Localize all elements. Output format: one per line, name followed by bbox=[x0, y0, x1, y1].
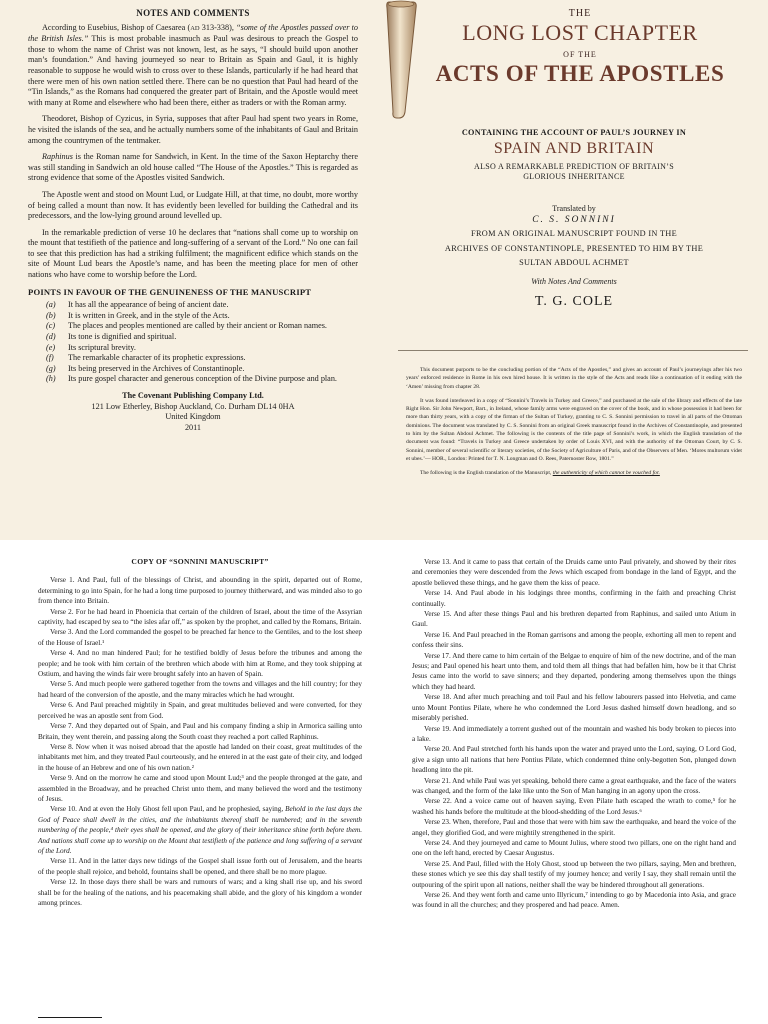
introduction bbox=[406, 366, 742, 484]
verse bbox=[38, 804, 362, 856]
book-title bbox=[420, 8, 740, 87]
point-text: It is written in Greek, and in the style of the Acts. bbox=[68, 310, 230, 320]
verse: Verse 16. And Paul preached in the Roman garrisons and among the people, exhorting all men to repent and confess their sins. bbox=[412, 630, 736, 650]
intro-paragraph bbox=[406, 469, 742, 477]
verse: Verse 24. And they journeyed and came to Mount Julius, where stood two pillars, one on the right hand and one on the left hand, erected by Caesar Augustus. bbox=[412, 838, 736, 858]
notes-paragraph: In the remarkable prediction of verse 10 he declares that “nations shall come up to worship on the mount that testifieth of the patience and long-suffering of a servant of the Lord.” No one can fail to see that this prediction has had a striking fulfilment; the magnificent edifice which stands on the site of Mount Lud bears the Apostle’s name, and has been the meeting place for men of other nations who have come to worship before the Lord. bbox=[28, 227, 358, 280]
point-letter: (c) bbox=[46, 321, 56, 331]
publication-year: 2011 bbox=[184, 422, 202, 432]
verse: Verse 8. Now when it was noised abroad that the apostle had landed on their coast, great multitudes of the inhabitants met him, and they treated Paul courteously, and he entered in at the east gate of their city, and lodged in the house of an Hebrew and one of his own nation.² bbox=[38, 742, 362, 772]
source-line: SULTAN ABDOUL ACHMET bbox=[519, 258, 629, 267]
manuscript-left-column bbox=[38, 557, 362, 908]
notes-text: AD bbox=[190, 24, 200, 32]
verse: Verse 11. And in the latter days new tidings of the Gospel shall issue forth out of Jerusalem, and the hearts of the people shall rejoice, and behold, fountains shall be opened, and there shall be no more plague. bbox=[38, 857, 362, 876]
list-item bbox=[28, 343, 358, 354]
list-item bbox=[28, 311, 358, 322]
list-item bbox=[28, 332, 358, 343]
verse: Verse 6. And Paul preached mightily in Spain, and great multitudes believed and were converted, for they perceived he was an apostle sent from God. bbox=[38, 701, 362, 720]
scroll-icon bbox=[383, 0, 421, 120]
notes-text: 313-338), bbox=[199, 22, 237, 32]
notes-paragraph: The Apostle went and stood on Mount Lud, or Ludgate Hill, at that time, no doubt, more worthy of being called a mount than now. It has evidently been levelled for building the Cathedral and its predecessors, and the low-lying ground around levelled up. bbox=[28, 189, 358, 221]
verse: Verse 21. And while Paul was yet speaking, behold there came a great earthquake, and the face of the waters was changed, and the form of the lake like unto the Son of Man hanging in an agony upon the cross. bbox=[412, 776, 736, 795]
verse: Verse 26. And they went forth and came unto Illyricum,⁷ intending to go by Macedonia into Asia, and grace was found in all the churches; and they prospered and had peace. Amen. bbox=[412, 891, 736, 910]
verse: Verse 18. And after much preaching and toil Paul and his fellow labourers passed into Helvetia, and came unto Mount Pontius Pilate, where he who condemned the Lord Jesus dashed himself down headlong, and so miserably perished. bbox=[412, 693, 736, 723]
spain-britain-title: SPAIN AND BRITAIN bbox=[493, 140, 655, 157]
verse: Verse 19. And immediately a torrent gushed out of the mountain and washed his body broken to pieces into a lake. bbox=[412, 724, 736, 743]
containing-line: CONTAINING THE ACCOUNT OF PAUL’S JOURNEY IN bbox=[461, 128, 687, 137]
source-line: ARCHIVES OF CONSTANTINOPLE, PRESENTED TO HIM BY THE bbox=[444, 243, 704, 253]
verse: Verse 12. In those days there shall be wars and rumours of wars; and a king shall rise up, and his sword shall be for the healing of the nations, and his peacemaking shall abide, and the glory of his kingdom a wonder among princes. bbox=[38, 878, 362, 907]
editor-name: T. G. COLE bbox=[534, 293, 614, 309]
translator-name: C. S. SONNINI bbox=[532, 215, 616, 225]
notes-and-comments bbox=[28, 8, 358, 433]
point-letter: (h) bbox=[46, 374, 56, 384]
point-letter: (d) bbox=[46, 332, 56, 342]
list-item bbox=[28, 321, 358, 332]
verse: Verse 25. And Paul, filled with the Holy Ghost, stood up between the two pillars, saying, Men and brethren, these stones which ye see this day shall testify of my journey hence; and verily I say, they shall remain until the outpouring of the spirit upon all nations, neither shall the way be hindered throughout all generations. bbox=[412, 859, 736, 889]
point-letter: (f) bbox=[46, 353, 54, 363]
point-letter: (e) bbox=[46, 342, 56, 352]
point-text: Its being preserved in the Archives of Constantinople. bbox=[68, 363, 245, 373]
verse: Verse 4. And no man hindered Paul; for he testified boldly of Jesus before the tribunes and among the people; and he took with him certain of the brethren which abode with him at Rome, and they took shipping at Ostium, and having the winds fair were brought safely into an haven of Spain. bbox=[38, 649, 362, 679]
point-text: The places and peoples mentioned are called by their ancient or Roman names. bbox=[68, 321, 327, 331]
point-text: It has all the appearance of being of ancient date. bbox=[68, 300, 229, 310]
points-list bbox=[28, 300, 358, 385]
notes-text: is the Roman name for Sandwich, in Kent. In the time of the Saxon Heptarchy there was still standing in Sandwich an old house called “The House of the Apostles.” This is regarded as strong evidence that some of the Apostles visited Sandwich. bbox=[28, 152, 358, 183]
verse: Verse 1. And Paul, full of the blessings of Christ, and abounding in the spirit, departed out of Rome, determining to go into Spain, for he had a long time purposed to journey thitherward, and was minded also to go from thence into Britain. bbox=[38, 576, 362, 606]
verse: Verse 3. And the Lord commanded the gospel to be preached far hence to the Gentiles, and to the lost sheep of the House of Israel.¹ bbox=[38, 628, 362, 647]
notes-heading: NOTES AND COMMENTS bbox=[136, 8, 250, 18]
intro-paragraph: This document purports to be the concluding portion of the “Acts of the Apostles,” and gives an account of Paul’s journeyings after his two years’ enforced residence in Rome in his own hired house. It is written in the style of the Acts and reads like a continuation of it ending with the ‘Amen’ missing from chapter 28. bbox=[406, 367, 742, 390]
title-of-the: OF THE bbox=[563, 50, 597, 59]
verse: Verse 7. And they departed out of Spain, and Paul and his company finding a ship in Armorica sailing unto Britain, they went therein, and passing along the South coast they reached a port called Raphinus. bbox=[38, 722, 362, 741]
verse: Verse 15. And after these things Paul and his brethren departed from Raphinus, and sailed unto Atium in Gaul. bbox=[412, 610, 736, 629]
notes-quote: “some of the Apostles passed over to the British Isles.” bbox=[28, 22, 358, 44]
publisher-country: United Kingdom bbox=[165, 412, 221, 422]
title-acts: ACTS OF THE APOSTLES bbox=[435, 61, 725, 86]
list-item bbox=[28, 353, 358, 364]
verse: Verse 13. And it came to pass that certain of the Druids came unto Paul privately, and showed by their rites and ceremonies they were descended from the Jews which escaped from bondage in the land of Egypt, and the apostle believed these things, and he gave them the kiss of peace. bbox=[412, 558, 736, 587]
verse: Verse 9. And on the morrow he came and stood upon Mount Lud;³ and the people thronged at the gate, and assembled in the Broadway, and he preached Christ unto them, and many believed the word and the testimony of Jesus. bbox=[38, 774, 362, 803]
notes-text: This is most probable inasmuch as Paul was desirous to preach the Gospel to those to whom the name of Christ was not known, lest, as he says, “I should build upon another man’s foundation.” And having journeyed so near to Britain as Spain and Gaul, it is highly reasonable to suppose he would wish to cross over to these Islands, particularly if he had heard that there were men of his own nation settled there. There can be no question that Paul had heard of the “Tin Islands,” as the Romans had conquered the greater part of Britain, and the Apostle would meet with many at Rome and elsewhere who had been there, either as traders or with the Roman army. bbox=[28, 34, 358, 107]
manuscript-right-column bbox=[412, 557, 736, 911]
notes-paragraph: Theodoret, Bishop of Cyzicus, in Syria, supposes that after Paul had spent two years in Rome, he visited the islands of the sea, and he actually numbers some of the inhabitants of Gaul and Britain among the countrymen of the tentmaker. bbox=[28, 114, 358, 145]
title-the: THE bbox=[568, 8, 592, 19]
intro-paragraph: It was found interleaved in a copy of “Sonnini’s Travels in Turkey and Greece,” and purchased at the sale of the library and effects of the late Right Hon. Sir John Newport, Bart., in Ireland, whose family arms were engraved on the cover of the book, and in whose possession it had been for more than thirty years, with a copy of the firman of the Sultan of Turkey, granting to C. S. Sonnini permission to travel in all parts of the Ottoman dominions. The document was translated by C. S. Sonnini from an original Greek manuscript found in the Archives of Constantinople, and presented to him by the Sultan Abdoul Achmet. The following is the contents of the title page of Sonnini’s work, in which the English translation of the document was found: “Travels in Turkey and Greece undertaken by order of Louis XVI, and with the authority of the Ottoman Court, by C. S. Sonnini, member of several scientific or literary societies, of the Society of Agriculture of Paris, and of the Observers of Men. ‘Mores multorum videt et ubes.’— HOR., London: Printed for T. N. Longman and O. Rees, Paternoster Row, 1801.” bbox=[406, 397, 742, 462]
verse: Verse 17. And there came to him certain of the Belgae to enquire of him of the new doctrine, and of the man Jesus; and Paul opened his heart unto them, and told them all things that had befallen him, how be it that Christ Jesus came into the world to save sinners; and they departed, pondering among themselves upon the things which they had heard. bbox=[412, 651, 736, 691]
with-notes: With Notes And Comments bbox=[531, 276, 617, 286]
verse: Verse 5. And much people were gathered together from the towns and villages and the hill country; for they had heard of the conversion of the apostle, and the many miracles which he had wrought. bbox=[38, 680, 362, 699]
publisher-name: The Covenant Publishing Company Ltd. bbox=[122, 391, 264, 400]
translated-by: Translated by bbox=[552, 204, 596, 213]
verse: Verse 2. For he had heard in Phoenicia that certain of the children of Israel, about the time of the Assyrian captivity, had escaped by sea to “the isles afar off,” as spoken by the prophet, and called by the Romans, Britain. bbox=[38, 607, 362, 627]
notes-paragraph bbox=[28, 152, 358, 184]
verse-prophecy: Behold in the last days the God of Peace shall dwell in the cities, and the inhabitants thereof shall be numbered; and in the seventh numbering of the people,⁴ their eyes shall be opened, and the glory of their inheritance shine forth before them. And nations shall come up to worship on the Mount that testifieth of the patience and long suffering of a servant of the Lord. bbox=[38, 805, 362, 855]
verse-text: Verse 10. And at even the Holy Ghost fell upon Paul, and he prophesied, saying, bbox=[50, 805, 286, 814]
verse: Verse 22. And a voice came out of heaven saying, Even Pilate hath escaped the wrath to come,⁵ for he washed his hands before the multitude at the blood-shedding of the Lord Jesus.⁶ bbox=[412, 797, 736, 816]
verse: Verse 23. When, therefore, Paul and those that were with him saw the earthquake, and heard the voice of the angel, they glorified God, and were mightily strengthened in the spirit. bbox=[412, 818, 736, 837]
manuscript-heading: COPY OF “SONNINI MANUSCRIPT” bbox=[131, 557, 269, 566]
publisher-block bbox=[28, 391, 358, 433]
points-heading: POINTS IN FAVOUR OF THE GENUINENESS OF THE MANUSCRIPT bbox=[28, 286, 312, 297]
publisher-address: 121 Low Etherley, Bishop Auckland, Co. Durham DL14 0HA bbox=[91, 401, 295, 411]
cover-details bbox=[394, 124, 754, 310]
notes-paragraph bbox=[28, 23, 358, 109]
point-letter: (g) bbox=[46, 363, 56, 373]
intro-text: The following is the English translation of the Manuscript, bbox=[420, 470, 553, 477]
point-letter: (a) bbox=[46, 300, 56, 310]
source-line: FROM AN ORIGINAL MANUSCRIPT FOUND IN THE bbox=[471, 229, 677, 238]
point-text: Its tone is dignified and spiritual. bbox=[68, 332, 177, 342]
list-item bbox=[28, 374, 358, 385]
point-letter: (b) bbox=[46, 310, 56, 320]
point-text: Its pure gospel character and generous conception of the Divine purpose and plan. bbox=[68, 374, 337, 384]
title-long-lost: LONG LOST CHAPTER bbox=[462, 20, 698, 45]
notes-text: According to Eusebius, Bishop of Caesarea ( bbox=[42, 22, 191, 32]
list-item bbox=[28, 364, 358, 375]
divider bbox=[398, 350, 748, 351]
verse: Verse 20. And Paul stretched forth his hands upon the water and prayed unto the Lord, saying, O Lord God, give a sign unto all nations that here Pontius Pilate, which condemned thine only-begotten Son, plunged down headlong into the pit. bbox=[412, 745, 736, 775]
intro-underlined: the authenticity of which cannot be vouched for. bbox=[552, 470, 660, 477]
prediction-line: ALSO A REMARKABLE PREDICTION OF BRITAIN’S bbox=[474, 162, 674, 171]
list-item bbox=[28, 300, 358, 311]
footnote-rule bbox=[38, 1017, 102, 1018]
prediction-line: GLORIOUS INHERITANCE bbox=[523, 172, 625, 181]
notes-italic: Raphinus bbox=[42, 152, 73, 162]
point-text: Its scriptural brevity. bbox=[68, 342, 136, 352]
verse: Verse 14. And Paul abode in his lodgings three months, confirming in the faith and preaching Christ continually. bbox=[412, 589, 736, 608]
point-text: The remarkable character of its prophetic expressions. bbox=[68, 353, 246, 363]
